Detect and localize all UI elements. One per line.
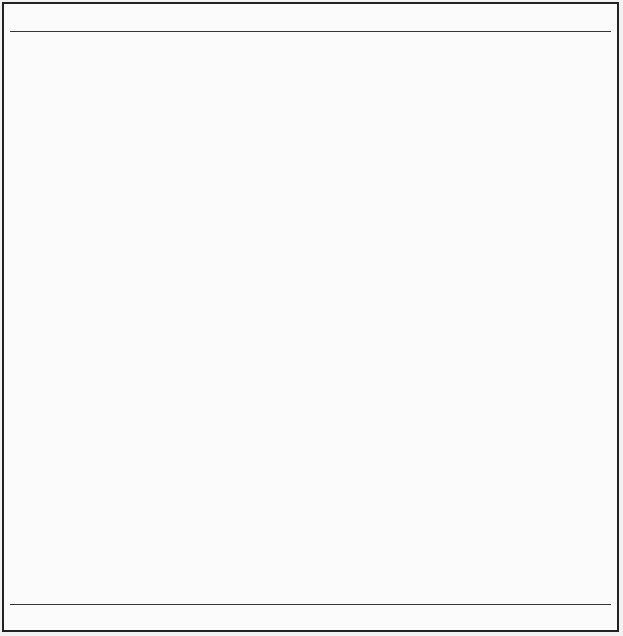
notice-title [10, 9, 611, 32]
notice-signature [10, 604, 611, 625]
auction-notice [2, 2, 619, 632]
notice-body [12, 36, 609, 600]
